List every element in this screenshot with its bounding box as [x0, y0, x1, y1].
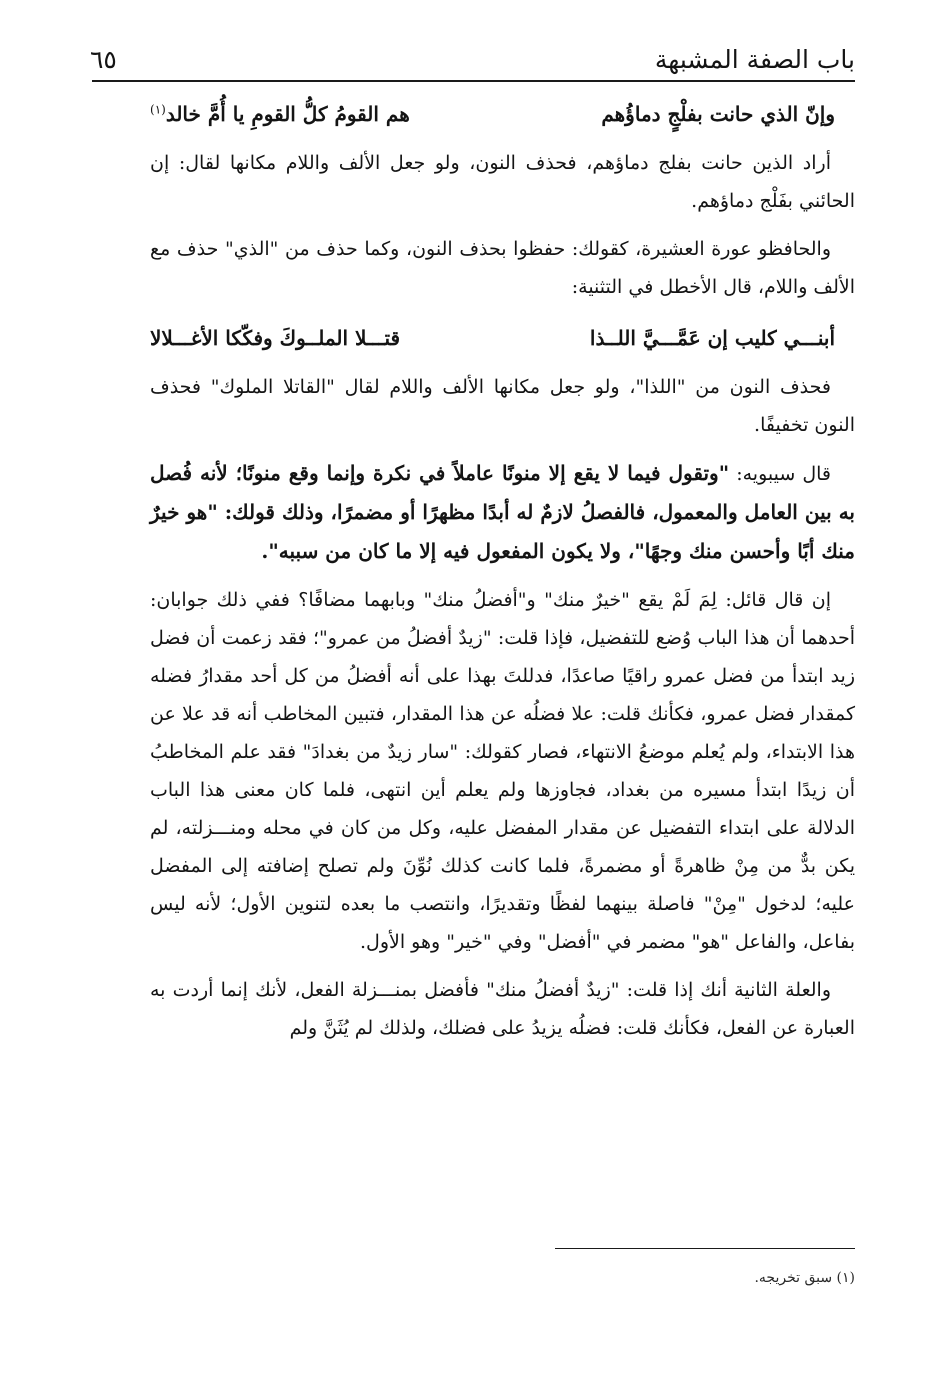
verse-2-second-hemistich: قتـــلا الملــوكَ وفكّكا الأغـــلالا [150, 326, 401, 350]
paragraph-5: والعلة الثانية أنك إذا قلت: "زيدٌ أفضلُ منك" فأفضل بمنـــزلة الفعل، لأنك إنما أردت به العبارة عن الفعل، فكأنك قلت: فضلُه يزيدُ على فضلك، ولذلك لم يُثَنَّ ولم [150, 979, 855, 1039]
body-text [150, 92, 855, 1057]
page-number: ٦٥ [90, 45, 117, 74]
verse-1-second-hemistich-text: هم القومُ كلُّ القومِ يا أُمَّ خالد [165, 102, 410, 126]
paragraph-1: أراد الذين حانت بفلج دماؤهم، فحذف النون، ولو جعل الألف واللام مكانها لقال: إن الحائني بفَلْج دماؤهم. [150, 152, 855, 212]
sibawayh-quote: "وتقول فيما لا يقع إلا منونًا عاملاً في نكرة وإنما وقع منونًا؛ لأنه فُصل به بين العامل والمعمول، فالفصلُ لازمٌ له أبدًا مظهرًا أو مضمرًا، وذلك قولك: "هو خيرٌ منك أبًا وأحسن منك وجهًا"، ولا يكون المفعول فيه إلا ما كان من سببه". [150, 461, 855, 563]
verse-1-first-hemistich: وإنّ الذي حانت بفلْجٍ دماؤُهم [601, 102, 835, 126]
header-rule [92, 80, 855, 82]
verse-1 [150, 92, 855, 136]
verse-1-second-hemistich [150, 92, 410, 136]
paragraph-2: والحافظو عورة العشيرة، كقولك: حفظوا بحذف النون، وكما حذف من "الذي" حذف مع الألف واللام، قال الأخطل في التثنية: [150, 238, 855, 298]
paragraph-3: فحذف النون من "اللذا"، ولو جعل مكانها الألف واللام لقال "القاتلا الملوك" فحذف النون تخفيفًا. [150, 376, 855, 436]
footnote: (١) سبق تخريجه. [754, 1270, 855, 1286]
footnote-rule [555, 1248, 855, 1249]
verse-2-first-hemistich: أبنـــي كليب إن عَمَّـــيَّ اللــذا [589, 326, 835, 350]
paragraph-4: إن قال قائل: لِمَ لَمْ يقع "خيرٌ منك" و"أفضلُ منك" وبابهما مضافًا؟ ففي ذلك جوابان: أحدهما أن هذا الباب وُضع للتفضيل، فإذا قلت: "زيدٌ أفضلُ من عمرو"؛ فقد زعمت أن فضل زيد ابتدأ من فضل عمرو راقيًا صاعدًا، فدللتَ بهذا على أنه أفضلُ من كل أحد مقدارُ فضله كمقدار فضل عمرو، فكأنك قلت: علا فضلُه عن هذا المقدار، فتبين المخاطب أنه قد علا عن هذا الابتداء، ولم يُعلم موضعُ الانتهاء، فصار كقولك: "سار زيدٌ من بغدادَ" فقد علم المخاطبُ أن زيدًا ابتدأ مسيره من بغداد، فجاوزها ولم يعلم أين انتهى، فلما كان معنى هذا الباب الدلالة على ابتداء التفضيل عن مقدار المفضل عليه، وكل من كان في محله ومنـــزلته، لم يكن بدٌّ من مِنْ ظاهرةً أو مضمرةً، فلما كانت كذلك نُوِّنَ ولم تصلح إضافته إلى المفضل عليه؛ لدخول "مِنْ" فاصلة بينهما لفظًا وتقديرًا، وانتصب ما بعده لتنوين الأول؛ لأنه ليس بفاعل، والفاعل "هو" مضمر في "أفضل" وفي "خير" وهو الأول. [150, 589, 855, 953]
sibawayh-paragraph [150, 454, 855, 571]
running-head: باب الصفة المشبهة [654, 45, 855, 74]
sibawayh-lead: قال سيبويه: [729, 463, 831, 485]
page-header [90, 28, 855, 72]
footnote-marker: (١) [150, 102, 166, 117]
verse-2 [150, 316, 855, 360]
